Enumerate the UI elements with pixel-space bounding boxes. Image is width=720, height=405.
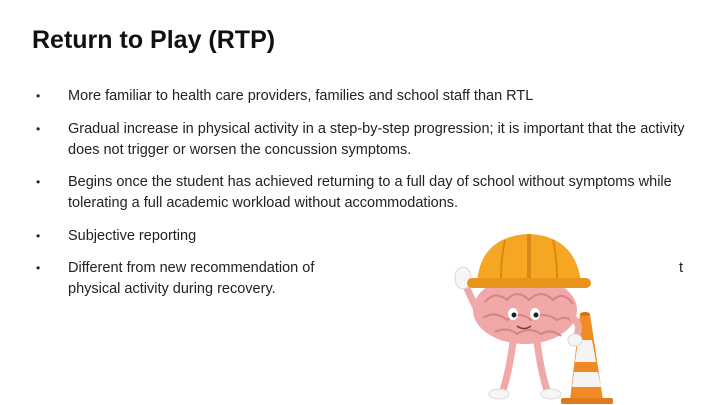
bullet-item — [36, 119, 686, 161]
bullet-text: Gradual increase in physical activity in a step-by-step progression; it is important that the activity does not trigger or worsen the concussion symptoms. — [68, 120, 685, 158]
bullet-text: Different from new recommendation of — [68, 260, 315, 276]
slide-title: Return to Play (RTP) — [32, 26, 276, 54]
bullet-item — [36, 172, 686, 214]
brain-hardhat-illustration — [425, 222, 678, 405]
hardhat-icon — [467, 234, 591, 288]
bullet-marker: • — [36, 261, 41, 275]
bullet-marker: • — [36, 121, 41, 136]
bullet-text: Subjective reporting — [68, 227, 197, 244]
bullet-text-continuation: physical activity during recovery. — [68, 281, 276, 297]
bullet-text: More familiar to health care providers, families and school staff than RTL — [68, 88, 534, 104]
bullet-marker: • — [36, 89, 41, 103]
bullet-item — [36, 86, 686, 107]
legs-icon — [489, 342, 561, 399]
trailing-text-fragment: t — [679, 260, 684, 276]
bullet-marker: • — [36, 175, 41, 189]
bullet-text: Begins once the student has achieved returning to a full day of school without symptoms while tolerating a full academic workload without accommodations. — [68, 174, 672, 211]
bullet-marker: • — [36, 228, 41, 243]
